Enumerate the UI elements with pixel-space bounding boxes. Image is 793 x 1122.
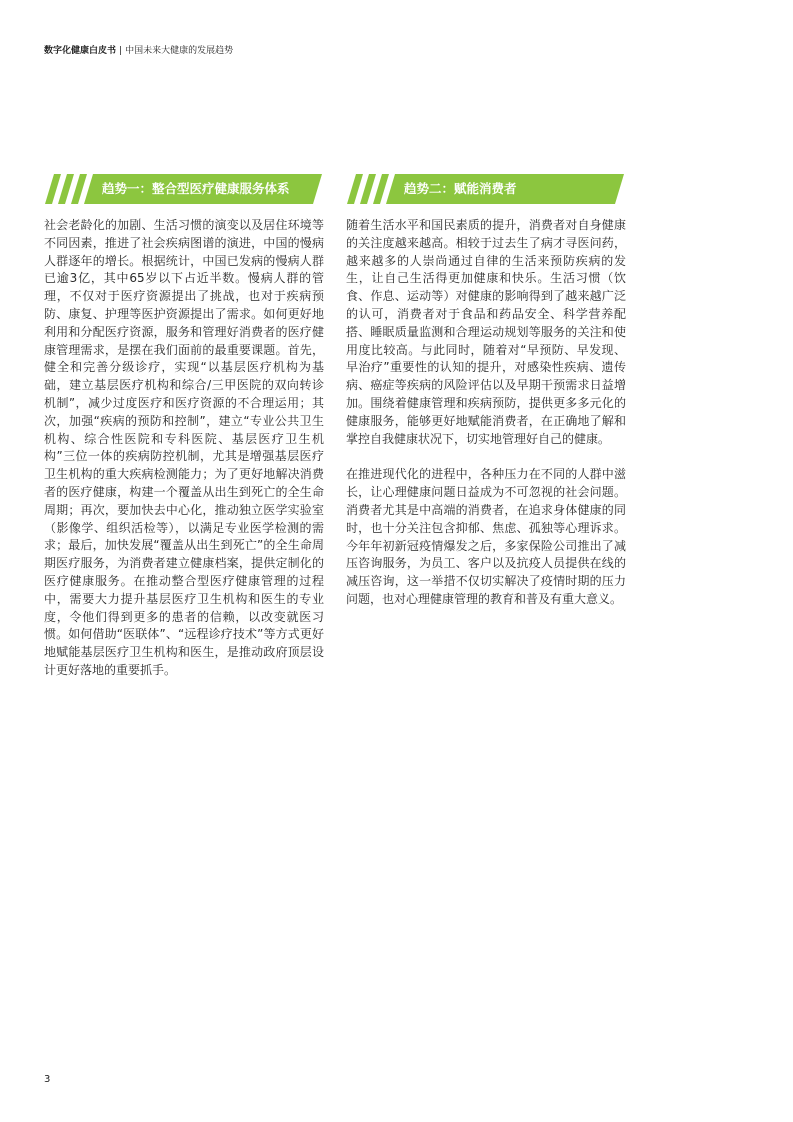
trend-2-body: [346, 217, 626, 609]
running-header: [44, 43, 233, 56]
header-separator: |: [119, 46, 123, 56]
report-title: 数字化健康白皮书: [44, 46, 117, 56]
report-subtitle: 中国未来大健康的发展趋势: [125, 46, 234, 56]
trend-1-title: 趋势一：整合型医疗健康服务体系: [102, 181, 290, 196]
paragraph: 在推进现代化的进程中，各种压力在不同的人群中滋长，让心理健康问题日益成为不可忽视的社会问题。消费者尤其是中高端的消费者，在追求身体健康的同时，也十分关注包含抑郁、焦虑、孤独等心理诉求。今年年初新冠疫情爆发之后，多家保险公司推出了减压咨询服务，为员工、客户以及抗疫人员提供在线的减压咨询，这一举措不仅切实解决了疫情时期的压力问题，也对心理健康管理的教育和普及有重大意义。: [346, 467, 626, 606]
trend-1-banner: [44, 174, 322, 204]
trend-2-title: 趋势二：赋能消费者: [404, 181, 517, 196]
paragraph: 社会老龄化的加剧、生活习惯的演变以及居住环境等不同因素，推进了社会疾病图谱的演进，中国的慢病人群逐年的增长。根据统计，中国已发病的慢病人群已逾3亿，其中65岁以下占近半数。慢病人群的管理，不仅对于医疗资源提出了挑战，也对于疾病预防、康复、护理等医护资源提出了需求。如何更好地利用和分配医疗资源，服务和管理好消费者的医疗健康管理需求，是摆在我们面前的最重要课题。首先，健全和完善分级诊疗，实现“以基层医疗机构为基础，建立基层医疗机构和综合/三甲医院的双向转诊机制”，减少过度医疗和医疗资源的不合理运用；其次，加强“疾病的预防和控制”，建立“专业公共卫生机构、综合性医院和专科医院、基层医疗卫生机构”三位一体的疾病防控机制，尤其是增强基层医疗卫生机构的重大疾病检测能力；为了更好地解决消费者的医疗健康，构建一个覆盖从出生到死亡的全生命周期；再次，要加快去中心化，推动独立医学实验室（影像学、组织活检等），以满足专业医学检测的需求；最后，加快发展“覆盖从出生到死亡”的全生命周期医疗服务，为消费者建立健康档案，提供定制化的医疗健康服务。在推动整合型医疗健康管理的过程中，需要大力提升基层医疗卫生机构和医生的专业度，令他们得到更多的患者的信赖，以改变就医习惯。如何借助“医联体”、“远程诊疗技术”等方式更好地赋能基层医疗卫生机构和医生，是推动政府顶层设计更好落地的重要抓手。: [44, 218, 324, 677]
trend-1-body: [44, 217, 324, 680]
trend-2-banner: [346, 174, 624, 204]
page-number: 3: [44, 1074, 51, 1085]
paragraph: 随着生活水平和国民素质的提升，消费者对自身健康的关注度越来越高。相较于过去生了病才寻医问药，越来越多的人崇尚通过自律的生活来预防疾病的发生，让自己生活得更加健康和快乐。生活习惯（饮食、作息、运动等）对健康的影响得到了越来越广泛的认可，消费者对于食品和药品安全、科学营养配搭、睡眠质量监测和合理运动规划等服务的关注和使用度比较高。与此同时，随着对“早预防、早发现、早治疗”重要性的认知的提升，对感染性疾病、遗传病、癌症等疾病的风险评估以及早期干预需求日益增加。围绕着健康管理和疾病预防，提供更多多元化的健康服务，能够更好地赋能消费者，在正确地了解和掌控自我健康状况下，切实地管理好自己的健康。: [346, 218, 626, 446]
